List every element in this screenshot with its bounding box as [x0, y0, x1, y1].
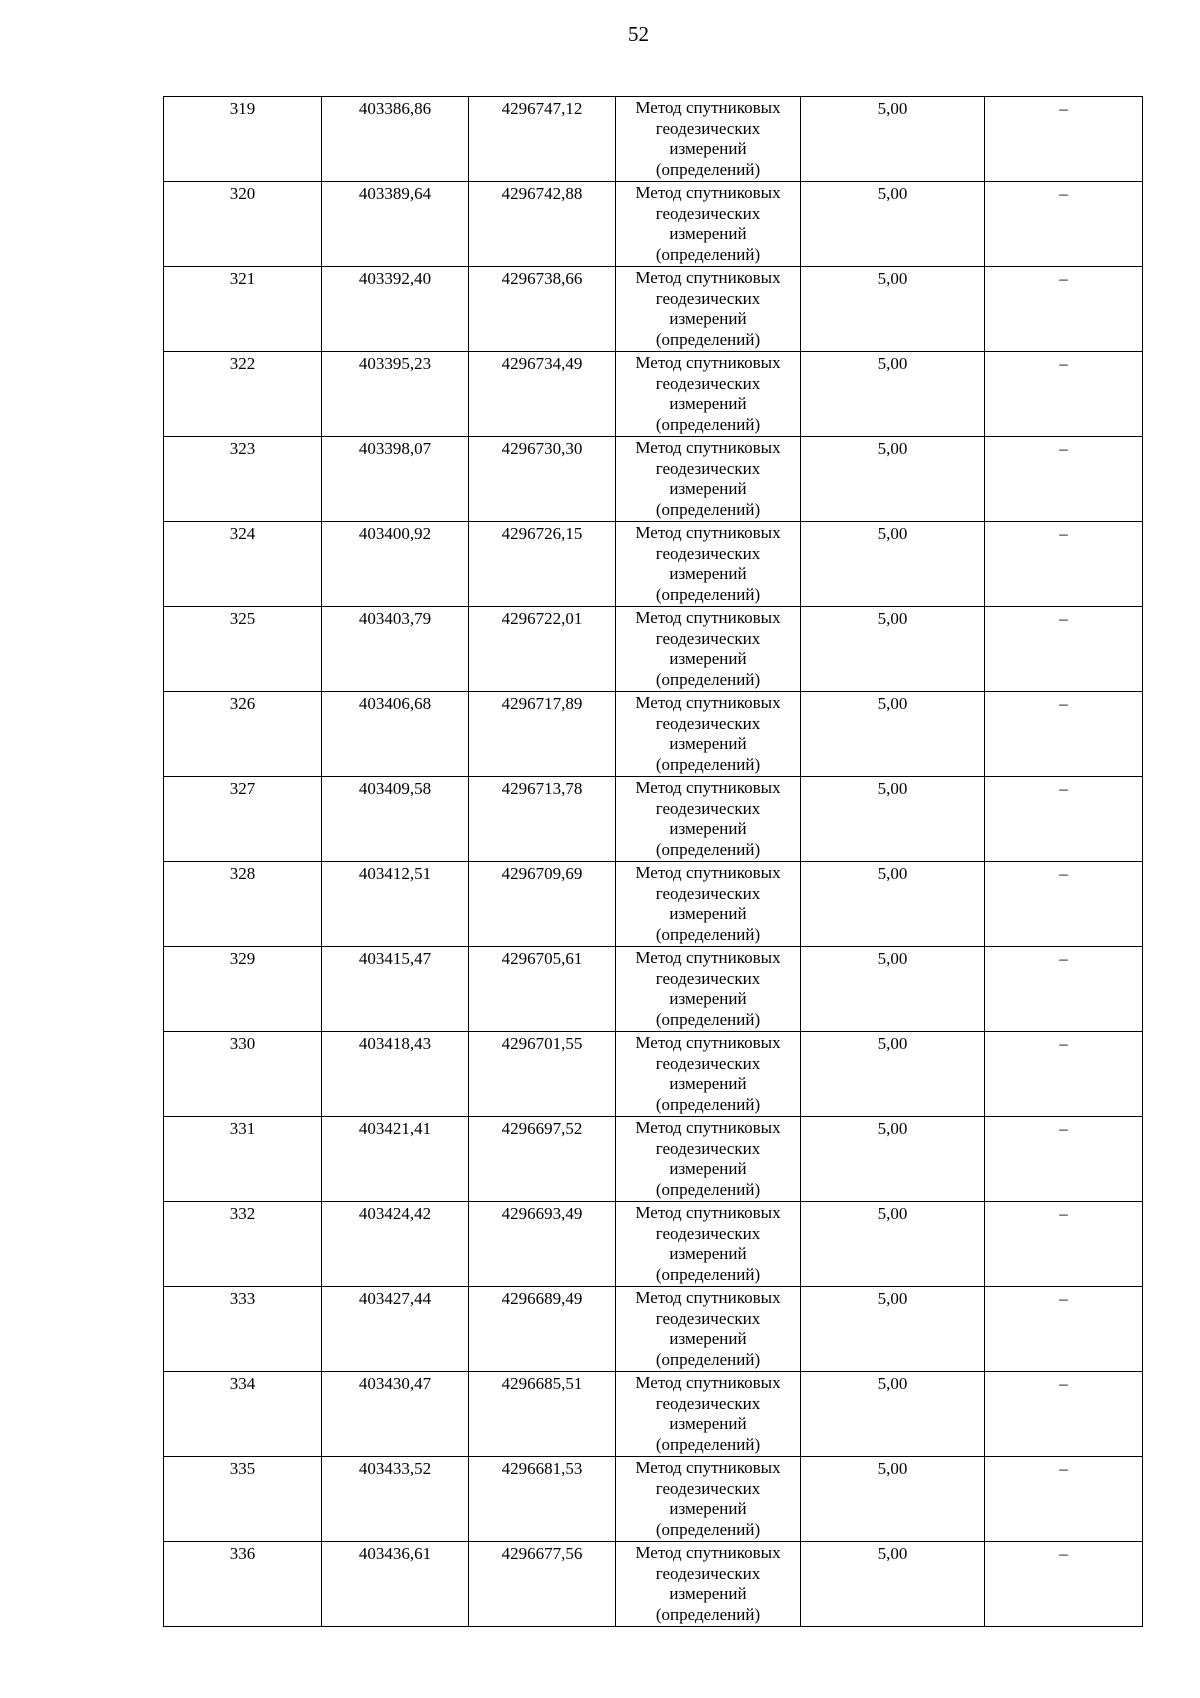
point-number-cell-text: 331 [229, 1119, 256, 1138]
accuracy-cell [801, 1117, 985, 1202]
note-cell [985, 437, 1143, 522]
accuracy-cell-text: 5,00 [877, 779, 908, 798]
x-coordinate-cell [322, 947, 469, 1032]
point-number-cell [164, 1372, 322, 1457]
table-row [164, 1032, 1143, 1117]
x-coordinate-cell [322, 437, 469, 522]
note-cell [985, 522, 1143, 607]
method-cell [616, 1032, 801, 1117]
x-coordinate-cell [322, 1457, 469, 1542]
x-coordinate-cell-text: 403433,52 [358, 1459, 432, 1478]
note-cell-text: – [1059, 949, 1068, 968]
y-coordinate-cell [469, 267, 616, 352]
table-row [164, 182, 1143, 267]
method-cell [616, 1117, 801, 1202]
method-cell-text: Метод спутниковых геодезических измерений (определений) [635, 1543, 781, 1624]
method-cell [616, 1372, 801, 1457]
y-coordinate-cell [469, 777, 616, 862]
note-cell-text: – [1059, 1034, 1068, 1053]
y-coordinate-cell-text: 4296677,56 [501, 1544, 583, 1563]
x-coordinate-cell-text: 403409,58 [358, 779, 432, 798]
method-cell-text: Метод спутниковых геодезических измерений (определений) [635, 98, 781, 179]
table-row [164, 777, 1143, 862]
table-row [164, 692, 1143, 777]
note-cell [985, 692, 1143, 777]
accuracy-cell-text: 5,00 [877, 609, 908, 628]
y-coordinate-cell [469, 862, 616, 947]
note-cell-text: – [1059, 609, 1068, 628]
x-coordinate-cell-text: 403421,41 [358, 1119, 432, 1138]
y-coordinate-cell-text: 4296722,01 [501, 609, 583, 628]
accuracy-cell [801, 862, 985, 947]
note-cell-text: – [1059, 1119, 1068, 1138]
x-coordinate-cell [322, 267, 469, 352]
method-cell-text: Метод спутниковых геодезических измерений (определений) [635, 948, 781, 1029]
x-coordinate-cell-text: 403392,40 [358, 269, 432, 288]
x-coordinate-cell [322, 1117, 469, 1202]
point-number-cell-text: 320 [229, 184, 256, 203]
y-coordinate-cell [469, 352, 616, 437]
point-number-cell [164, 1457, 322, 1542]
x-coordinate-cell-text: 403395,23 [358, 354, 432, 373]
note-cell-text: – [1059, 184, 1068, 203]
method-cell-text: Метод спутниковых геодезических измерений (определений) [635, 1373, 781, 1454]
point-number-cell [164, 522, 322, 607]
x-coordinate-cell-text: 403412,51 [358, 864, 432, 883]
point-number-cell [164, 1117, 322, 1202]
note-cell [985, 947, 1143, 1032]
table-row [164, 522, 1143, 607]
point-number-cell-text: 326 [229, 694, 256, 713]
x-coordinate-cell-text: 403430,47 [358, 1374, 432, 1393]
x-coordinate-cell-text: 403400,92 [358, 524, 432, 543]
y-coordinate-cell [469, 1117, 616, 1202]
y-coordinate-cell-text: 4296709,69 [501, 864, 583, 883]
y-coordinate-cell-text: 4296717,89 [501, 694, 583, 713]
x-coordinate-cell-text: 403406,68 [358, 694, 432, 713]
x-coordinate-cell-text: 403418,43 [358, 1034, 432, 1053]
method-cell-text: Метод спутниковых геодезических измерений (определений) [635, 1288, 781, 1369]
table-row [164, 1372, 1143, 1457]
accuracy-cell-text: 5,00 [877, 1119, 908, 1138]
method-cell [616, 267, 801, 352]
note-cell-text: – [1059, 1459, 1068, 1478]
accuracy-cell-text: 5,00 [877, 439, 908, 458]
y-coordinate-cell-text: 4296726,15 [501, 524, 583, 543]
note-cell-text: – [1059, 779, 1068, 798]
y-coordinate-cell [469, 97, 616, 182]
y-coordinate-cell [469, 1457, 616, 1542]
accuracy-cell [801, 97, 985, 182]
point-number-cell [164, 862, 322, 947]
table-row [164, 437, 1143, 522]
method-cell [616, 947, 801, 1032]
accuracy-cell [801, 1202, 985, 1287]
method-cell [616, 437, 801, 522]
method-cell [616, 692, 801, 777]
point-number-cell [164, 692, 322, 777]
point-number-cell-text: 328 [229, 864, 256, 883]
table-row [164, 1457, 1143, 1542]
note-cell [985, 1542, 1143, 1627]
y-coordinate-cell-text: 4296701,55 [501, 1034, 583, 1053]
y-coordinate-cell [469, 182, 616, 267]
accuracy-cell [801, 182, 985, 267]
method-cell [616, 352, 801, 437]
y-coordinate-cell [469, 1372, 616, 1457]
note-cell [985, 777, 1143, 862]
y-coordinate-cell-text: 4296697,52 [501, 1119, 583, 1138]
note-cell [985, 1117, 1143, 1202]
note-cell-text: – [1059, 1204, 1068, 1223]
point-number-cell-text: 329 [229, 949, 256, 968]
note-cell [985, 1372, 1143, 1457]
note-cell-text: – [1059, 269, 1068, 288]
note-cell-text: – [1059, 1544, 1068, 1563]
accuracy-cell [801, 777, 985, 862]
x-coordinate-cell-text: 403415,47 [358, 949, 432, 968]
point-number-cell [164, 1032, 322, 1117]
note-cell [985, 267, 1143, 352]
accuracy-cell-text: 5,00 [877, 1289, 908, 1308]
accuracy-cell [801, 437, 985, 522]
coordinates-table [163, 96, 1143, 1627]
page-number: 52 [628, 22, 649, 46]
x-coordinate-cell-text: 403424,42 [358, 1204, 432, 1223]
point-number-cell [164, 607, 322, 692]
method-cell-text: Метод спутниковых геодезических измерений (определений) [635, 863, 781, 944]
accuracy-cell [801, 352, 985, 437]
y-coordinate-cell-text: 4296681,53 [501, 1459, 583, 1478]
note-cell [985, 1457, 1143, 1542]
x-coordinate-cell-text: 403389,64 [358, 184, 432, 203]
accuracy-cell-text: 5,00 [877, 1374, 908, 1393]
accuracy-cell-text: 5,00 [877, 694, 908, 713]
note-cell [985, 862, 1143, 947]
x-coordinate-cell [322, 352, 469, 437]
point-number-cell [164, 352, 322, 437]
y-coordinate-cell-text: 4296730,30 [501, 439, 583, 458]
y-coordinate-cell-text: 4296747,12 [501, 99, 583, 118]
method-cell-text: Метод спутниковых геодезических измерений (определений) [635, 1033, 781, 1114]
x-coordinate-cell [322, 1287, 469, 1372]
method-cell [616, 1202, 801, 1287]
point-number-cell-text: 325 [229, 609, 256, 628]
accuracy-cell-text: 5,00 [877, 269, 908, 288]
point-number-cell [164, 97, 322, 182]
y-coordinate-cell [469, 692, 616, 777]
table-row [164, 267, 1143, 352]
note-cell [985, 607, 1143, 692]
x-coordinate-cell [322, 522, 469, 607]
table-row [164, 1117, 1143, 1202]
method-cell [616, 1287, 801, 1372]
method-cell [616, 97, 801, 182]
note-cell-text: – [1059, 439, 1068, 458]
point-number-cell-text: 319 [229, 99, 256, 118]
method-cell [616, 1542, 801, 1627]
accuracy-cell [801, 1457, 985, 1542]
y-coordinate-cell [469, 522, 616, 607]
y-coordinate-cell-text: 4296738,66 [501, 269, 583, 288]
x-coordinate-cell [322, 97, 469, 182]
note-cell [985, 1032, 1143, 1117]
note-cell-text: – [1059, 354, 1068, 373]
note-cell-text: – [1059, 524, 1068, 543]
point-number-cell [164, 777, 322, 862]
y-coordinate-cell [469, 1202, 616, 1287]
accuracy-cell [801, 1287, 985, 1372]
y-coordinate-cell-text: 4296734,49 [501, 354, 583, 373]
method-cell [616, 1457, 801, 1542]
method-cell-text: Метод спутниковых геодезических измерений (определений) [635, 268, 781, 349]
accuracy-cell-text: 5,00 [877, 1459, 908, 1478]
table-row [164, 947, 1143, 1032]
method-cell [616, 777, 801, 862]
table-row [164, 607, 1143, 692]
accuracy-cell-text: 5,00 [877, 1544, 908, 1563]
method-cell-text: Метод спутниковых геодезических измерений (определений) [635, 183, 781, 264]
table-row [164, 97, 1143, 182]
note-cell-text: – [1059, 1289, 1068, 1308]
method-cell-text: Метод спутниковых геодезических измерений (определений) [635, 523, 781, 604]
table-row [164, 862, 1143, 947]
point-number-cell-text: 334 [229, 1374, 256, 1393]
accuracy-cell [801, 607, 985, 692]
y-coordinate-cell [469, 1032, 616, 1117]
method-cell-text: Метод спутниковых геодезических измерений (определений) [635, 608, 781, 689]
note-cell [985, 97, 1143, 182]
point-number-cell [164, 947, 322, 1032]
y-coordinate-cell-text: 4296742,88 [501, 184, 583, 203]
point-number-cell-text: 336 [229, 1544, 256, 1563]
method-cell-text: Метод спутниковых геодезических измерений (определений) [635, 1118, 781, 1199]
method-cell [616, 862, 801, 947]
accuracy-cell-text: 5,00 [877, 184, 908, 203]
note-cell-text: – [1059, 1374, 1068, 1393]
note-cell [985, 182, 1143, 267]
accuracy-cell-text: 5,00 [877, 524, 908, 543]
point-number-cell-text: 335 [229, 1459, 256, 1478]
accuracy-cell [801, 267, 985, 352]
accuracy-cell [801, 692, 985, 777]
table-row [164, 1202, 1143, 1287]
y-coordinate-cell [469, 1542, 616, 1627]
x-coordinate-cell [322, 862, 469, 947]
table-row [164, 1287, 1143, 1372]
accuracy-cell [801, 1542, 985, 1627]
note-cell [985, 1287, 1143, 1372]
x-coordinate-cell [322, 1202, 469, 1287]
point-number-cell-text: 322 [229, 354, 256, 373]
coordinates-table-body [164, 97, 1143, 1627]
y-coordinate-cell-text: 4296685,51 [501, 1374, 583, 1393]
x-coordinate-cell [322, 777, 469, 862]
method-cell [616, 522, 801, 607]
note-cell-text: – [1059, 864, 1068, 883]
point-number-cell-text: 330 [229, 1034, 256, 1053]
x-coordinate-cell [322, 182, 469, 267]
accuracy-cell-text: 5,00 [877, 949, 908, 968]
method-cell-text: Метод спутниковых геодезических измерений (определений) [635, 778, 781, 859]
y-coordinate-cell [469, 437, 616, 522]
accuracy-cell [801, 522, 985, 607]
accuracy-cell-text: 5,00 [877, 864, 908, 883]
method-cell-text: Метод спутниковых геодезических измерений (определений) [635, 353, 781, 434]
point-number-cell [164, 1542, 322, 1627]
table-row [164, 1542, 1143, 1627]
x-coordinate-cell [322, 607, 469, 692]
point-number-cell-text: 323 [229, 439, 256, 458]
method-cell-text: Метод спутниковых геодезических измерений (определений) [635, 1458, 781, 1539]
y-coordinate-cell-text: 4296693,49 [501, 1204, 583, 1223]
accuracy-cell [801, 1372, 985, 1457]
note-cell [985, 1202, 1143, 1287]
y-coordinate-cell [469, 1287, 616, 1372]
method-cell-text: Метод спутниковых геодезических измерений (определений) [635, 693, 781, 774]
point-number-cell [164, 1202, 322, 1287]
note-cell-text: – [1059, 99, 1068, 118]
x-coordinate-cell-text: 403398,07 [358, 439, 432, 458]
accuracy-cell-text: 5,00 [877, 99, 908, 118]
point-number-cell [164, 267, 322, 352]
y-coordinate-cell-text: 4296713,78 [501, 779, 583, 798]
accuracy-cell-text: 5,00 [877, 354, 908, 373]
point-number-cell [164, 437, 322, 522]
accuracy-cell-text: 5,00 [877, 1204, 908, 1223]
x-coordinate-cell [322, 1542, 469, 1627]
method-cell-text: Метод спутниковых геодезических измерений (определений) [635, 1203, 781, 1284]
method-cell-text: Метод спутниковых геодезических измерений (определений) [635, 438, 781, 519]
x-coordinate-cell-text: 403386,86 [358, 99, 432, 118]
note-cell-text: – [1059, 694, 1068, 713]
point-number-cell [164, 1287, 322, 1372]
point-number-cell-text: 321 [229, 269, 256, 288]
accuracy-cell-text: 5,00 [877, 1034, 908, 1053]
note-cell [985, 352, 1143, 437]
x-coordinate-cell [322, 1372, 469, 1457]
y-coordinate-cell [469, 947, 616, 1032]
x-coordinate-cell [322, 1032, 469, 1117]
accuracy-cell [801, 1032, 985, 1117]
point-number-cell-text: 327 [229, 779, 256, 798]
method-cell [616, 607, 801, 692]
point-number-cell [164, 182, 322, 267]
table-row [164, 352, 1143, 437]
point-number-cell-text: 332 [229, 1204, 256, 1223]
accuracy-cell [801, 947, 985, 1032]
point-number-cell-text: 333 [229, 1289, 256, 1308]
x-coordinate-cell [322, 692, 469, 777]
y-coordinate-cell-text: 4296689,49 [501, 1289, 583, 1308]
y-coordinate-cell-text: 4296705,61 [501, 949, 583, 968]
method-cell [616, 182, 801, 267]
x-coordinate-cell-text: 403427,44 [358, 1289, 432, 1308]
x-coordinate-cell-text: 403403,79 [358, 609, 432, 628]
y-coordinate-cell [469, 607, 616, 692]
point-number-cell-text: 324 [229, 524, 256, 543]
x-coordinate-cell-text: 403436,61 [358, 1544, 432, 1563]
